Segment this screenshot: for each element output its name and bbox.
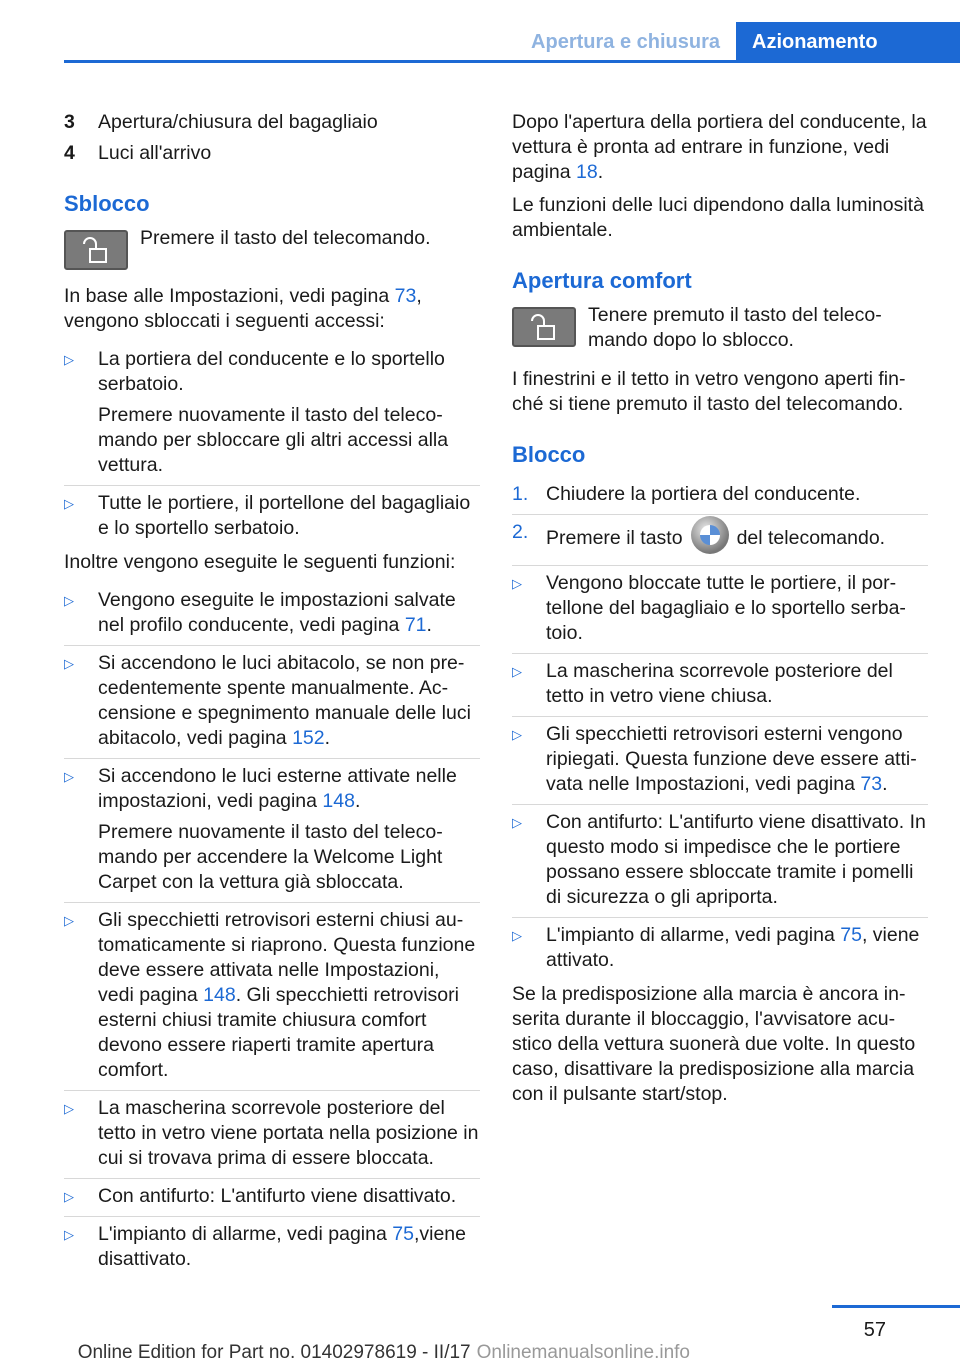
list-item: ▷ Con antifurto: L'antifurto viene disattivato. <box>64 1179 480 1217</box>
left-column <box>64 110 480 1279</box>
triangle-bullet-icon: ▷ <box>64 656 74 671</box>
unlock-key-icon <box>512 307 576 347</box>
legend-number: 4 <box>64 142 75 164</box>
page-header <box>0 0 960 62</box>
triangle-bullet-icon: ▷ <box>64 352 74 367</box>
legend-item <box>64 141 480 166</box>
legend-item <box>64 110 480 135</box>
triangle-bullet-icon: ▷ <box>64 593 74 608</box>
paragraph: Se la predisposizione alla marcia è ancora inserita durante il bloccaggio, l'avvisatore acustico della vettura suonerà due volte. In questo caso, disattivare la predisposizione alla marcia con il pulsante start/stop. <box>512 983 916 1105</box>
steps-list <box>512 477 928 566</box>
list-item: ▷ L'impianto di allarme, vedi pagina 75, viene attivato. <box>512 924 920 971</box>
triangle-bullet-icon: ▷ <box>512 576 522 591</box>
triangle-bullet-icon: ▷ <box>512 664 522 679</box>
list-item: ▷ Con antifurto: L'antifurto viene disattivato. In questo modo si impedisce che le portiere possano essere sbloccate tramite i pomelli di sicurezza o gli apriporta. <box>512 805 928 918</box>
list-item: ▷ La mascherina scorrevole posteriore del tetto in vetro viene chiusa. <box>512 654 928 717</box>
bmw-logo-button-icon <box>691 516 729 554</box>
triangle-bullet-icon: ▷ <box>64 496 74 511</box>
access-list <box>64 342 480 548</box>
section-heading-apertura-comfort: Apertura comfort <box>512 268 692 293</box>
section-heading-sblocco: Sblocco <box>64 191 150 216</box>
step-number: 1. <box>512 483 529 505</box>
paragraph: In base alle Impostazioni, vedi pagina 73, vengono sbloccati i seguenti accessi: <box>64 285 422 332</box>
list-item: ▷ Si accendono le luci esterne attivate nelle impostazioni, vedi pagina 148. Premere nuovamente il tasto del telecomando per accendere la Welcome Light Carpet con la vettura già sbloccata. <box>64 759 480 903</box>
page-link[interactable]: 73 <box>860 773 883 795</box>
triangle-bullet-icon: ▷ <box>64 1227 74 1242</box>
list-item: ▷ Gli specchietti retrovisori esterni chiusi automaticamente si riaprono. Questa funzione deve essere attivata nelle Impostazioni, vedi pagina 148. Gli specchietti retrovisori esterni chiusi tramite chiusura comfort devono essere riaperti tramite apertura comfort. <box>64 903 480 1091</box>
paragraph: Le funzioni delle luci dipendono dalla luminosità ambientale. <box>512 194 924 241</box>
page-link[interactable]: 75 <box>392 1223 414 1245</box>
page-link[interactable]: 73 <box>394 285 417 307</box>
lock-list <box>512 566 928 980</box>
triangle-bullet-icon: ▷ <box>64 1189 74 1204</box>
header-rule <box>64 60 960 63</box>
list-item: ▷ La portiera del conducente e lo sportello serbatoio. Premere nuovamente il tasto del telecomando per sbloccare gli altri accessi alla vettura. <box>64 342 480 486</box>
list-item: ▷ Vengono bloccate tutte le portiere, il portellone del bagagliaio e lo sportello serbatoio. <box>512 566 928 654</box>
list-item: ▷ La mascherina scorrevole posteriore del tetto in vetro viene portata nella posizione in cui si trovava prima di essere bloccata. <box>64 1091 480 1179</box>
triangle-bullet-icon: ▷ <box>512 928 522 943</box>
key-text: Tenere premuto il tasto del telecomando dopo lo sblocco. <box>588 304 882 351</box>
list-item: ▷ Tutte le portiere, il portellone del bagagliaio e lo sportello serbatoio. <box>64 492 471 539</box>
footer-edition: Online Edition for Part no. 01402978619 - II/17 Onlinemanualsonline.info <box>77 1342 690 1363</box>
page-link[interactable]: 148 <box>322 790 355 812</box>
list-item: ▷ Gli specchietti retrovisori esterni vengono ripiegati. Questa funzione deve essere attivata nelle Impostazioni, vedi pagina 73. <box>512 717 928 805</box>
paragraph: Inoltre vengono eseguite le seguenti funzioni: <box>64 551 456 573</box>
page-link[interactable]: 75 <box>840 924 862 946</box>
step-item: 1. Chiudere la portiera del conducente. <box>512 477 928 515</box>
list-item: ▷ L'impianto di allarme, vedi pagina 75,viene disattivato. <box>64 1223 466 1270</box>
paragraph: Dopo l'apertura della portiera del conducente, la vettura è pronta ad entrare in funzione, vedi pagina 18. <box>512 111 927 183</box>
page-link[interactable]: 148 <box>203 984 236 1006</box>
step-number: 2. <box>512 521 529 543</box>
page-link[interactable]: 71 <box>404 614 427 636</box>
list-item: ▷ Si accendono le luci abitacolo, se non precedentemente spente manualmente. Accensione e spegnimento manuale delle luci abitacolo, vedi pagina 152. <box>64 646 480 759</box>
key-text: Premere il tasto del telecomando. <box>140 227 431 249</box>
right-column <box>512 110 928 1115</box>
key-instruction <box>512 303 928 353</box>
triangle-bullet-icon: ▷ <box>512 815 522 830</box>
triangle-bullet-icon: ▷ <box>64 1101 74 1116</box>
step-item: 2. Premere il tasto del telecomando. <box>512 515 928 566</box>
section-heading-blocco: Blocco <box>512 442 586 467</box>
page-link[interactable]: 152 <box>292 727 325 749</box>
legend-text: Luci all'arrivo <box>98 142 212 164</box>
watermark: Onlinemanualsonline.info <box>476 1342 690 1363</box>
unlock-key-icon <box>64 230 128 270</box>
header-chapter-tab: Azionamento <box>736 22 960 62</box>
page-link[interactable]: 18 <box>575 161 598 183</box>
paragraph: I finestrini e il tetto in vetro vengono aperti finché si tiene premuto il tasto del telecomando. <box>512 368 906 415</box>
page-number: 57 <box>863 1319 886 1341</box>
triangle-bullet-icon: ▷ <box>64 769 74 784</box>
legend-text: Apertura/chiusura del bagagliaio <box>98 111 378 133</box>
triangle-bullet-icon: ▷ <box>512 727 522 742</box>
header-section-title: Apertura e chiusura <box>531 31 720 53</box>
list-item: ▷ Vengono eseguite le impostazioni salvate nel profilo conducente, vedi pagina 71. <box>64 583 480 646</box>
triangle-bullet-icon: ▷ <box>64 913 74 928</box>
footer-rule <box>832 1305 960 1308</box>
key-instruction <box>64 226 480 270</box>
functions-list <box>64 583 480 1279</box>
legend-number: 3 <box>64 111 75 133</box>
